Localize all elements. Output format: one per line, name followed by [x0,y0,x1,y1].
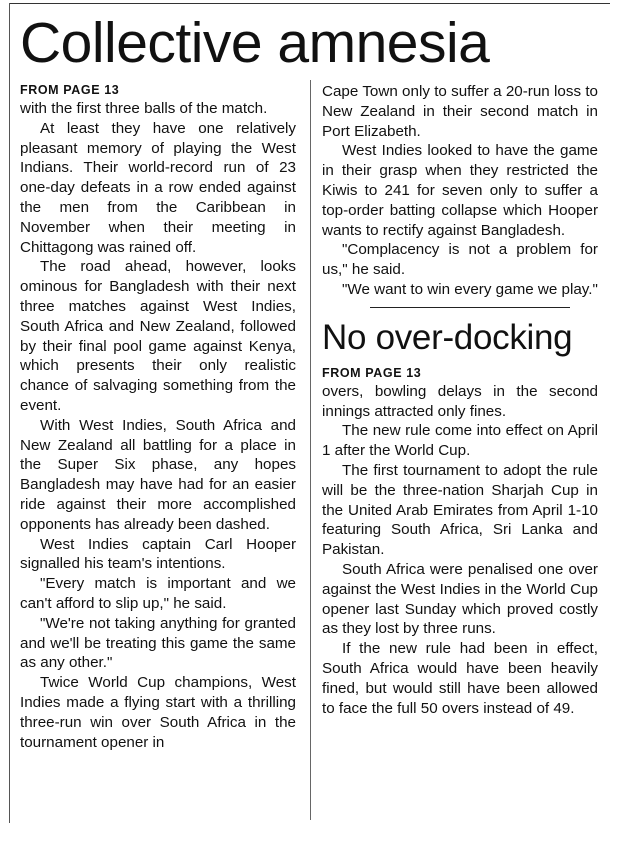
paragraph: The road ahead, however, looks ominous for Bangladesh with their next three matches against West Indies, South Africa and New Zealand, followed by their final pool game against Kenya, which presents their only realistic chance of salvaging something from the event. [20,258,296,414]
paragraph: with the first three balls of the match. [20,100,268,117]
paragraph: At least they have one relatively pleasant memory of playing the West Indians. Their world-record run of 23 one-day defeats in a row ended against the men from the Caribbean in November when their meeting in Chittagong was rained off. [20,119,296,256]
paragraph: West Indies looked to have the game in their grasp when they restricted the Kiwis to 241 for seven only to suffer a top-order batting collapse which Hooper wants to rectify against Bangladesh. [322,142,598,239]
paragraph: "Complacency is not a problem for us," he said. [322,241,598,279]
jump-line: FROM PAGE 13 [20,83,120,97]
left-column [20,82,296,752]
headline-no-over-docking: No over-docking [322,317,573,357]
paragraph: overs, bowling delays in the second innings attracted only fines. [322,382,598,420]
paragraph: "We want to win every game we play." [342,280,598,298]
left-border-rule [9,3,10,823]
column-rule [310,80,311,820]
headline-collective-amnesia: Collective amnesia [20,11,490,75]
top-rule [10,3,610,4]
paragraph: With West Indies, South Africa and New Zealand all battling for a place in the Super Six phase, any hopes Bangladesh may have had for an easier ride against their more accomplished opponents has already been dashed. [20,416,296,533]
right-column [322,82,598,718]
story-separator-rule [370,307,570,308]
jump-line: FROM PAGE 13 [322,365,422,380]
paragraph: "Every match is important and we can't afford to slip up," he said. [20,575,296,612]
paragraph: Cape Town only to suffer a 20-run loss to New Zealand in their second match in Port Elizabeth. [322,83,598,140]
paragraph: West Indies captain Carl Hooper signalled his team's intentions. [20,535,296,573]
paragraph: South Africa were penalised one over against the West Indies in the World Cup opener last Sunday which proved costly as they lost by three runs. [322,560,598,638]
paragraph: The new rule come into effect on April 1 after the World Cup. [322,422,598,460]
paragraph: The first tournament to adopt the rule will be the three-nation Sharjah Cup in the United Arab Emirates from April 1-10 featuring South Africa, Sri Lanka and Pakistan. [322,461,598,559]
paragraph: Twice World Cup champions, West Indies made a flying start with a thrilling three-run win over South Africa in the tournament opener in [20,674,296,751]
paragraph: If the new rule had been in effect, South Africa would have been heavily fined, but would still have been allowed to face the full 50 overs instead of 49. [322,640,598,717]
paragraph: "We're not taking anything for granted and we'll be treating this game the same as any other." [20,614,296,672]
